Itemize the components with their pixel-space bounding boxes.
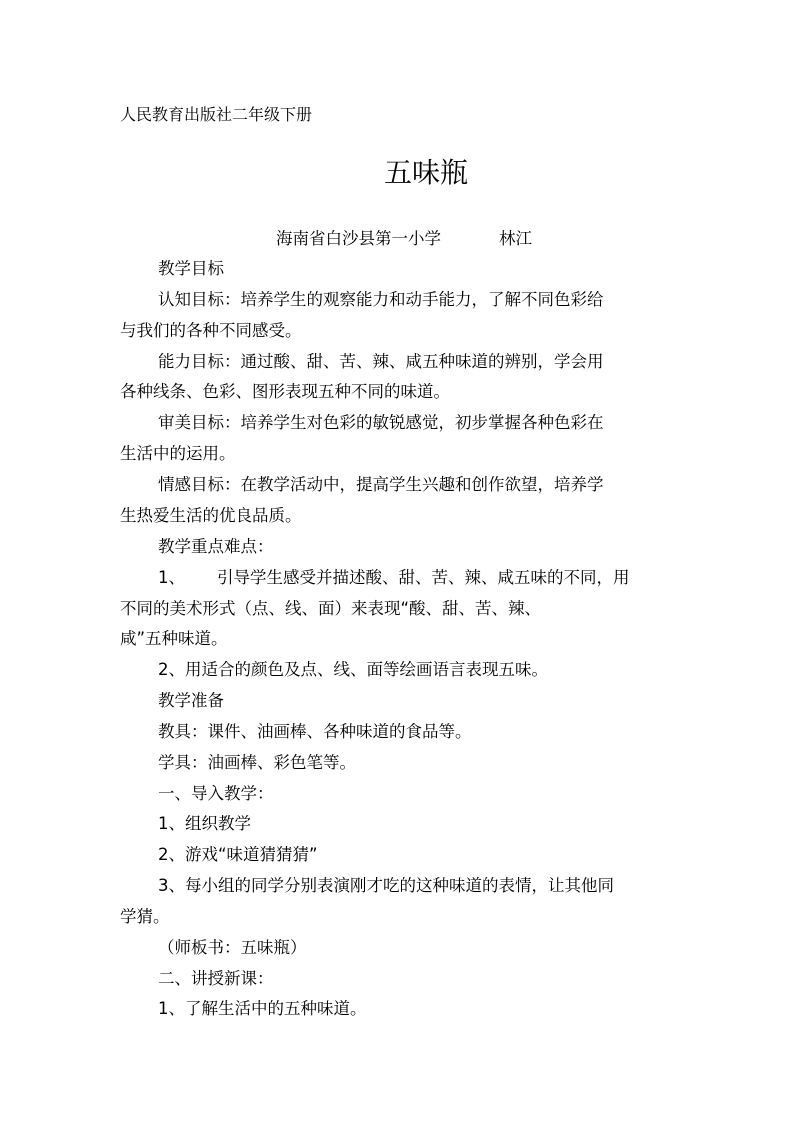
document-title: 五味瓶: [384, 156, 469, 189]
list-item: 1、了解生活中的五种味道。: [158, 999, 367, 1018]
paragraph-line: 审美目标：培养学生对色彩的敏锐感觉，初步掌握各种色彩在: [158, 413, 604, 432]
section-heading: 二、讲授新课：: [158, 969, 274, 988]
paragraph-line: 生活中的运用。: [120, 444, 236, 463]
section-heading: 一、导入教学：: [158, 784, 274, 803]
paragraph-line: 能力目标：通过酸、甜、苦、辣、咸五种味道的辨别，学会用: [158, 352, 604, 371]
section-heading: 教学准备: [158, 691, 224, 710]
paragraph-line: 各种线条、色彩、图形表现五种不同的味道。: [120, 382, 450, 401]
author-name: 林江: [499, 229, 532, 248]
board-note: （师板书：五味瓶）: [158, 938, 307, 957]
author-line: [276, 228, 532, 250]
list-item: [158, 567, 630, 589]
section-heading: 教学目标: [158, 259, 224, 278]
paragraph-line: 咸”五种味道。: [120, 629, 228, 648]
paragraph-line: 不同的美术形式（点、线、面）来表现“酸、甜、苦、辣、: [120, 599, 542, 618]
paragraph-line: 情感目标：在教学活动中，提高学生兴趣和创作欲望，培养学: [158, 475, 604, 494]
paragraph-line: 教具：课件、油画棒、各种味道的食品等。: [158, 722, 472, 741]
list-item: 1、组织教学: [158, 814, 251, 833]
list-item: 3、每小组的同学分别表演刚才吃的这种味道的表情，让其他同: [158, 876, 614, 895]
paragraph-line: 学具：油画棒、彩色笔等。: [158, 753, 356, 772]
publisher-line: 人民教育出版社二年级下册: [120, 105, 313, 124]
list-marker: 1、: [158, 568, 185, 587]
list-item-text: 引导学生感受并描述酸、甜、苦、辣、咸五味的不同，用: [217, 568, 630, 587]
list-item: 2、用适合的颜色及点、线、面等绘画语言表现五味。: [158, 660, 548, 679]
section-heading: 教学重点难点：: [158, 537, 274, 556]
list-item: 2、游戏“味道猜猜猜”: [158, 845, 318, 864]
paragraph-line: 与我们的各种不同感受。: [120, 321, 302, 340]
paragraph-line: 生热爱生活的优良品质。: [120, 506, 302, 525]
school-name: 海南省白沙县第一小学: [276, 229, 441, 248]
paragraph-line: 学猜。: [120, 907, 170, 926]
paragraph-line: 认知目标：培养学生的观察能力和动手能力，了解不同色彩给: [158, 290, 604, 309]
